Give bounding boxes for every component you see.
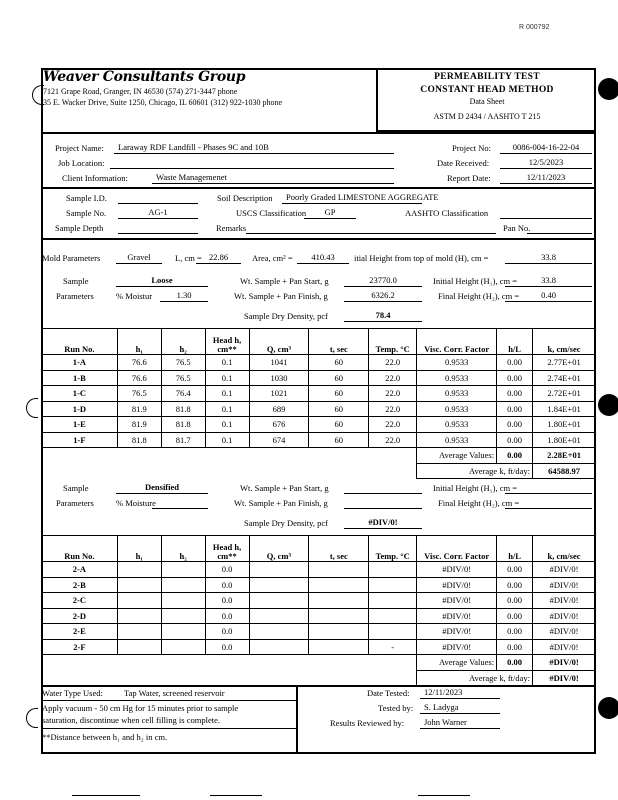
- mold-length-label: L, cm =: [175, 253, 202, 263]
- cell-head: 0.1: [205, 417, 249, 433]
- cell-temp[interactable]: [369, 562, 417, 578]
- col-run-no: Run No.: [42, 536, 118, 562]
- client-field[interactable]: Waste Managemenet: [152, 172, 394, 184]
- soil-description-label: Soil Description: [217, 193, 273, 203]
- col-temp: Temp. °C: [369, 329, 417, 355]
- table-row: [42, 624, 596, 640]
- cell-q[interactable]: 674: [249, 432, 309, 448]
- test-title-block: [376, 68, 596, 132]
- table-row: [42, 370, 596, 386]
- divider: [41, 238, 596, 240]
- cell-head: 0.0: [205, 577, 249, 593]
- cell-temp[interactable]: [369, 624, 417, 640]
- divider: [41, 132, 596, 134]
- cell-h2[interactable]: 81.8: [161, 401, 205, 417]
- cell-t[interactable]: 60: [309, 355, 369, 371]
- cell-run: 2-B: [42, 577, 118, 593]
- cell-q[interactable]: 1030: [249, 370, 309, 386]
- tested-by-label: Tested by:: [378, 703, 414, 713]
- table-row: [42, 562, 596, 578]
- divider: [41, 728, 296, 729]
- pan-no-field[interactable]: [527, 222, 592, 234]
- cell-h1[interactable]: 81.8: [117, 432, 161, 448]
- set1-runs-table: [41, 328, 596, 479]
- soil-description-field[interactable]: Poorly Graded LIMESTONE AGGREGATE: [282, 192, 422, 204]
- average-values-label: Average Values:: [417, 448, 497, 464]
- col-head: Head h, cm**: [205, 329, 249, 355]
- cell-head: 0.1: [205, 401, 249, 417]
- col-h1: h₁: [117, 536, 161, 562]
- sample-depth-label: Sample Depth: [55, 223, 104, 233]
- cell-k: #DIV/0!: [533, 624, 596, 640]
- cell-t[interactable]: [309, 639, 369, 655]
- col-visc: Visc. Corr. Factor: [417, 536, 497, 562]
- set2-h1-field[interactable]: [505, 482, 592, 494]
- cell-t[interactable]: [309, 608, 369, 624]
- cell-q[interactable]: [249, 624, 309, 640]
- set2-density-label: Sample Dry Density, pcf: [244, 518, 328, 528]
- cell-k: 2.77E+01: [533, 355, 596, 371]
- set2-sample-label: Sample: [63, 483, 89, 493]
- average-values-row: [42, 448, 596, 464]
- cell-q[interactable]: 1041: [249, 355, 309, 371]
- average-kft: #DIV/0!: [533, 670, 596, 686]
- cell-temp[interactable]: 22.0: [369, 401, 417, 417]
- average-values-label: Average Values:: [417, 655, 497, 671]
- table-row: [42, 608, 596, 624]
- cell-h1[interactable]: 76.5: [117, 386, 161, 402]
- document-number: R 000792: [519, 24, 550, 31]
- cell-q[interactable]: [249, 562, 309, 578]
- cell-h2[interactable]: [161, 562, 205, 578]
- mold-area-field[interactable]: 410.43: [297, 252, 349, 264]
- remarks-label: Remarks: [216, 223, 247, 233]
- cell-hl: 0.00: [497, 370, 533, 386]
- cell-visc: 0.9533: [417, 355, 497, 371]
- cell-run: 1-D: [42, 401, 118, 417]
- mold-length-field[interactable]: 22.86: [196, 252, 241, 264]
- cell-k: 2.74E+01: [533, 370, 596, 386]
- set2-runs-table: [41, 535, 596, 686]
- cell-run: 2-C: [42, 593, 118, 609]
- cell-hl: 0.00: [497, 639, 533, 655]
- set1-moisture-label: % Moistur: [116, 291, 153, 301]
- cell-run: 1-E: [42, 417, 118, 433]
- cell-hl: 0.00: [497, 577, 533, 593]
- cell-head: 0.1: [205, 432, 249, 448]
- address-granger: 7121 Grape Road, Granger, IN 46530 (574) 271-3447 phone: [43, 87, 238, 96]
- average-k: #DIV/0!: [533, 655, 596, 671]
- cell-temp[interactable]: [369, 593, 417, 609]
- average-hl: 0.00: [497, 655, 533, 671]
- cell-hl: 0.00: [497, 593, 533, 609]
- date-tested-field[interactable]: 12/11/2023: [420, 687, 500, 699]
- table-row: [42, 593, 596, 609]
- col-k: k, cm/sec: [533, 329, 596, 355]
- project-name-label: Project Name:: [55, 143, 104, 153]
- cell-h2[interactable]: [161, 639, 205, 655]
- col-temp: Temp. °C: [369, 536, 417, 562]
- cell-k: 2.72E+01: [533, 386, 596, 402]
- vacuum-note-line2: saturation, discontinue when cell filling is complete.: [42, 715, 220, 725]
- table-row: [42, 386, 596, 402]
- cell-h2[interactable]: [161, 593, 205, 609]
- table-header-row: [42, 536, 596, 562]
- remarks-field[interactable]: [246, 222, 496, 234]
- cell-hl: 0.00: [497, 401, 533, 417]
- sample-id-label: Sample I.D.: [66, 193, 107, 203]
- cell-q[interactable]: [249, 608, 309, 624]
- set2-h1-label: Initial Height (H₁), cm =: [433, 483, 517, 493]
- set2-moisture-label: % Moisture: [116, 498, 156, 508]
- cell-h2[interactable]: 81.8: [161, 417, 205, 433]
- table-row: [42, 355, 596, 371]
- date-tested-label: Date Tested:: [367, 688, 410, 698]
- punch-mark-bottom: [26, 708, 38, 728]
- set1-density-label: Sample Dry Density, pcf: [244, 311, 328, 321]
- cell-head: 0.1: [205, 370, 249, 386]
- average-hl: 0.00: [497, 448, 533, 464]
- set2-h2-label: Final Height (H₂), cm =: [438, 498, 520, 508]
- reviewed-by-label: Results Reviewed by:: [330, 718, 405, 728]
- aashto-label: AASHTO Classification: [405, 208, 489, 218]
- cell-hl: 0.00: [497, 355, 533, 371]
- cell-h1[interactable]: [117, 608, 161, 624]
- cell-k: #DIV/0!: [533, 577, 596, 593]
- cell-run: 1-A: [42, 355, 118, 371]
- cell-visc: #DIV/0!: [417, 593, 497, 609]
- set1-h2-field[interactable]: 0.40: [505, 290, 592, 302]
- cell-h1[interactable]: [117, 577, 161, 593]
- cell-h1[interactable]: 81.9: [117, 417, 161, 433]
- job-location-label: Job Location:: [58, 158, 105, 168]
- cell-h2[interactable]: 81.7: [161, 432, 205, 448]
- cell-h2[interactable]: 76.4: [161, 386, 205, 402]
- divider: [41, 700, 296, 701]
- cell-hl: 0.00: [497, 417, 533, 433]
- cell-t[interactable]: [309, 624, 369, 640]
- set2-wt-finish-field[interactable]: [344, 497, 422, 509]
- title-constant-head: CONSTANT HEAD METHOD: [420, 85, 554, 95]
- col-t: t, sec: [309, 329, 369, 355]
- col-hl: h/L: [497, 536, 533, 562]
- cell-k: #DIV/0!: [533, 593, 596, 609]
- cell-h2[interactable]: [161, 577, 205, 593]
- set1-wt-start-field[interactable]: 23770.0: [344, 275, 422, 287]
- cell-visc: 0.9533: [417, 386, 497, 402]
- cell-visc: 0.9533: [417, 432, 497, 448]
- col-h2: h₂: [161, 329, 205, 355]
- cell-q[interactable]: 1021: [249, 386, 309, 402]
- cell-q[interactable]: 689: [249, 401, 309, 417]
- cell-visc: 0.9533: [417, 370, 497, 386]
- cell-h2[interactable]: 76.5: [161, 355, 205, 371]
- cell-h1[interactable]: [117, 639, 161, 655]
- cell-q[interactable]: [249, 639, 309, 655]
- cell-k: #DIV/0!: [533, 562, 596, 578]
- average-kft-row: [42, 670, 596, 686]
- cell-t[interactable]: [309, 577, 369, 593]
- set1-wt-start-label: Wt. Sample + Pan Start, g: [240, 276, 329, 286]
- uscs-label: USCS Classification: [236, 208, 307, 218]
- company-name: Weaver Consultants Group: [43, 69, 246, 85]
- col-h2: h₂: [161, 536, 205, 562]
- initial-height-top-label: itial Height from top of mold (H), cm =: [354, 253, 489, 263]
- punch-mark-middle: [26, 398, 38, 418]
- scan-mark: [418, 795, 470, 796]
- table-row: [42, 401, 596, 417]
- set1-wt-finish-label: Wt. Sample + Pan Finish, g: [234, 291, 328, 301]
- client-label: Client Information:: [62, 173, 128, 183]
- binder-hole-top: [598, 78, 618, 100]
- cell-visc: #DIV/0!: [417, 577, 497, 593]
- cell-h2[interactable]: 76.5: [161, 370, 205, 386]
- table-row: [42, 577, 596, 593]
- cell-h2[interactable]: [161, 608, 205, 624]
- set1-parameters-label: Parameters: [56, 291, 94, 301]
- water-type-value: Tap Water, screened reservoir: [124, 688, 225, 698]
- set2-moisture-field[interactable]: [152, 497, 208, 509]
- table-header-row: [42, 329, 596, 355]
- project-name-field[interactable]: Laraway RDF Landfill - Phases 9C and 10B: [114, 142, 394, 154]
- col-q: Q, cm³: [249, 329, 309, 355]
- company-header: [43, 69, 376, 131]
- initial-height-top-field[interactable]: 33.8: [505, 252, 592, 264]
- cell-temp[interactable]: 22.0: [369, 417, 417, 433]
- mold-parameters-label: Mold Parameters: [42, 253, 101, 263]
- footer-divider: [296, 685, 298, 754]
- table-row: [42, 639, 596, 655]
- average-kft: 64588.97: [533, 463, 596, 479]
- project-no-field[interactable]: 0086-004-16-22-04: [500, 142, 592, 154]
- cell-run: 1-F: [42, 432, 118, 448]
- cell-k: 1.80E+01: [533, 417, 596, 433]
- binder-hole-bottom: [598, 697, 618, 719]
- cell-t[interactable]: [309, 593, 369, 609]
- aashto-field[interactable]: [500, 207, 592, 219]
- cell-t[interactable]: 60: [309, 417, 369, 433]
- title-standard: ASTM D 2434 / AASHTO T 215: [433, 112, 541, 121]
- set1-density-field[interactable]: 78.4: [344, 310, 422, 322]
- col-q: Q, cm³: [249, 536, 309, 562]
- date-received-field[interactable]: 12/5/2023: [500, 157, 592, 169]
- average-k: 2.28E+01: [533, 448, 596, 464]
- uscs-field[interactable]: GP: [304, 207, 356, 219]
- set1-h1-label: Initial Height (H₁), cm =: [433, 276, 517, 286]
- cell-head: 0.0: [205, 624, 249, 640]
- cell-head: 0.1: [205, 355, 249, 371]
- pan-no-label: Pan No.: [503, 223, 531, 233]
- cell-h1[interactable]: 76.6: [117, 370, 161, 386]
- scan-mark: [72, 795, 140, 796]
- cell-visc: #DIV/0!: [417, 562, 497, 578]
- report-date-label: Report Date:: [447, 173, 491, 183]
- cell-visc: 0.9533: [417, 417, 497, 433]
- address-chicago: 35 E. Wacker Drive, Suite 1250, Chicago, IL 60601 (312) 922-1030 phone: [43, 98, 283, 107]
- table-row: [42, 432, 596, 448]
- report-date-field[interactable]: 12/11/2023: [500, 172, 592, 184]
- cell-head: 0.0: [205, 562, 249, 578]
- set1-state-field[interactable]: Loose: [116, 275, 208, 287]
- cell-run: 1-C: [42, 386, 118, 402]
- set2-parameters-label: Parameters: [56, 498, 94, 508]
- cell-head: 0.0: [205, 639, 249, 655]
- cell-k: 1.80E+01: [533, 432, 596, 448]
- table-row: [42, 417, 596, 433]
- cell-h1[interactable]: [117, 593, 161, 609]
- cell-temp[interactable]: 22.0: [369, 355, 417, 371]
- cell-temp[interactable]: 22.0: [369, 432, 417, 448]
- cell-visc: #DIV/0!: [417, 639, 497, 655]
- job-location-field[interactable]: [110, 157, 394, 169]
- cell-h1[interactable]: [117, 624, 161, 640]
- cell-visc: #DIV/0!: [417, 608, 497, 624]
- cell-visc: 0.9533: [417, 401, 497, 417]
- cell-temp[interactable]: 22.0: [369, 370, 417, 386]
- cell-run: 1-B: [42, 370, 118, 386]
- cell-t[interactable]: 60: [309, 401, 369, 417]
- set2-wt-finish-label: Wt. Sample + Pan Finish, g: [234, 498, 328, 508]
- scan-mark: [210, 795, 262, 796]
- cell-temp[interactable]: [369, 608, 417, 624]
- title-data-sheet: Data Sheet: [469, 97, 505, 106]
- set2-wt-start-label: Wt. Sample + Pan Start, g: [240, 483, 329, 493]
- cell-hl: 0.00: [497, 562, 533, 578]
- cell-t[interactable]: 60: [309, 432, 369, 448]
- set1-sample-label: Sample: [63, 276, 89, 286]
- cell-h1[interactable]: 81.9: [117, 401, 161, 417]
- col-hl: h/L: [497, 329, 533, 355]
- sample-no-field[interactable]: AG-1: [118, 207, 198, 219]
- cell-hl: 0.00: [497, 608, 533, 624]
- average-kft-label: Average k, ft/day:: [417, 670, 533, 686]
- cell-hl: 0.00: [497, 624, 533, 640]
- cell-q[interactable]: [249, 577, 309, 593]
- cell-head: 0.0: [205, 593, 249, 609]
- divider: [41, 685, 596, 687]
- cell-q[interactable]: [249, 593, 309, 609]
- cell-h1[interactable]: 76.6: [117, 355, 161, 371]
- cell-hl: 0.00: [497, 386, 533, 402]
- set2-wt-start-field[interactable]: [344, 482, 422, 494]
- reviewed-by-field[interactable]: John Warner: [420, 717, 500, 729]
- binder-hole-middle: [598, 394, 618, 416]
- col-t: t, sec: [309, 536, 369, 562]
- col-k: k, cm/sec: [533, 536, 596, 562]
- mold-area-label: Area, cm² =: [252, 253, 293, 263]
- mold-type-field[interactable]: Gravel: [116, 252, 162, 264]
- cell-k: 1.84E+01: [533, 401, 596, 417]
- cell-h1[interactable]: [117, 562, 161, 578]
- set2-density-field[interactable]: #DIV/0!: [344, 517, 422, 529]
- col-run-no: Run No.: [42, 329, 118, 355]
- cell-t[interactable]: 60: [309, 370, 369, 386]
- project-no-label: Project No:: [452, 143, 491, 153]
- average-kft-row: [42, 463, 596, 479]
- cell-temp[interactable]: -: [369, 639, 417, 655]
- cell-hl: 0.00: [497, 432, 533, 448]
- tested-by-field[interactable]: S. Ladyga: [420, 702, 500, 714]
- water-type-label: Water Type Used:: [42, 688, 103, 698]
- date-received-label: Date Received:: [437, 158, 490, 168]
- set2-state-field[interactable]: Densified: [116, 482, 208, 494]
- cell-run: 2-F: [42, 639, 118, 655]
- vacuum-note-line1: Apply vacuum - 50 cm Hg for 15 minutes prior to sample: [42, 703, 239, 713]
- cell-head: 0.0: [205, 608, 249, 624]
- col-visc: Visc. Corr. Factor: [417, 329, 497, 355]
- cell-h2[interactable]: [161, 624, 205, 640]
- average-values-row: [42, 655, 596, 671]
- cell-q[interactable]: 676: [249, 417, 309, 433]
- sample-id-field[interactable]: [118, 192, 198, 204]
- cell-k: #DIV/0!: [533, 608, 596, 624]
- cell-visc: #DIV/0!: [417, 624, 497, 640]
- cell-temp[interactable]: 22.0: [369, 386, 417, 402]
- set2-h2-field[interactable]: [505, 497, 592, 509]
- cell-head: 0.1: [205, 386, 249, 402]
- cell-temp[interactable]: [369, 577, 417, 593]
- title-permeability: PERMEABILITY TEST: [434, 72, 540, 82]
- distance-note: **Distance between h₁ and h₂ in cm.: [42, 732, 168, 742]
- set1-h2-label: Final Height (H₂), cm =: [438, 291, 520, 301]
- cell-run: 2-A: [42, 562, 118, 578]
- cell-t[interactable]: 60: [309, 386, 369, 402]
- set1-wt-finish-field[interactable]: 6326.2: [344, 290, 422, 302]
- sample-no-label: Sample No.: [66, 208, 107, 218]
- cell-run: 2-E: [42, 624, 118, 640]
- set1-h1-field[interactable]: 33.8: [505, 275, 592, 287]
- cell-t[interactable]: [309, 562, 369, 578]
- col-h1: h₁: [117, 329, 161, 355]
- set1-moisture-field[interactable]: 1.30: [160, 290, 208, 302]
- sample-depth-field[interactable]: [118, 222, 198, 234]
- col-head: Head h, cm**: [205, 536, 249, 562]
- average-kft-label: Average k, ft/day:: [417, 463, 533, 479]
- cell-run: 2-D: [42, 608, 118, 624]
- divider: [41, 187, 596, 189]
- cell-k: #DIV/0!: [533, 639, 596, 655]
